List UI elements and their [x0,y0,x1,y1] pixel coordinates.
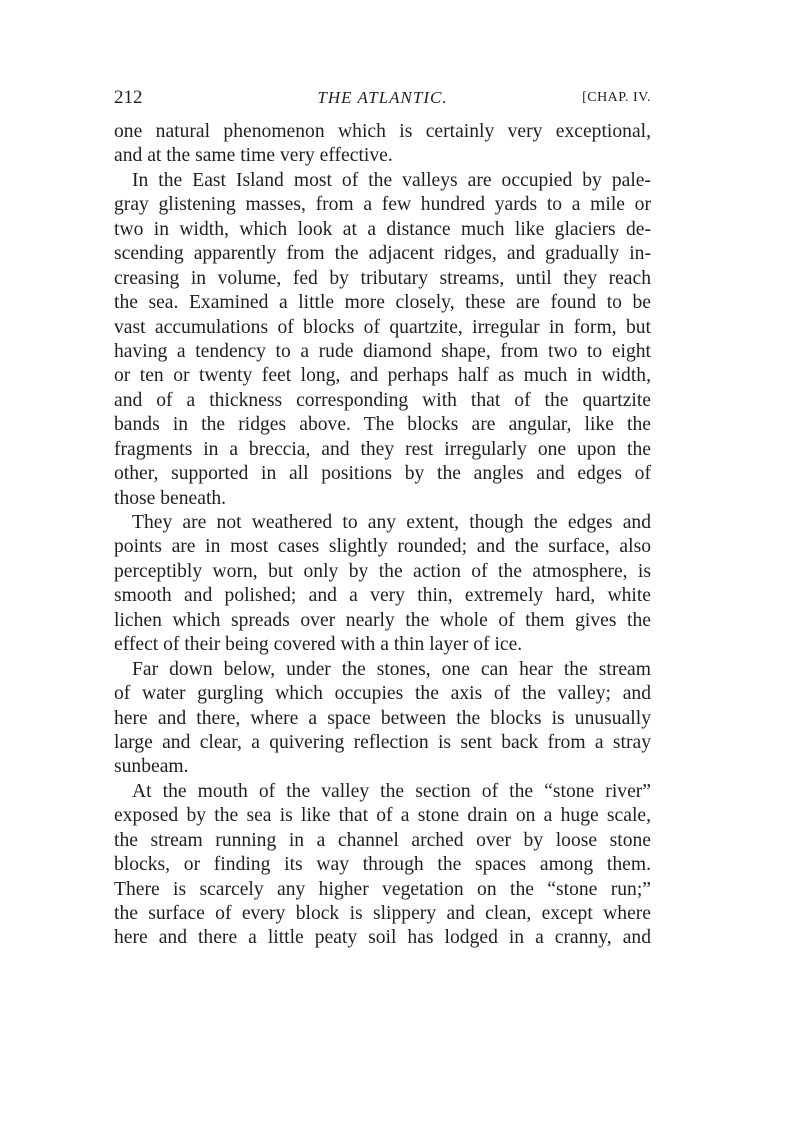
text-line: creasing in volume, fed by tributary streams, until they reach [114,267,651,289]
text-line: and of a thickness corresponding with that of the quartzite [114,389,651,411]
running-title: THE ATLANTIC. [317,88,448,107]
text-line: blocks, or finding its way through the spaces among them. [114,854,651,876]
text-line: here and there, where a space between the blocks is unusually [114,707,651,729]
text-line: large and clear, a quivering reflection is sent back from a stray [114,731,651,753]
paragraph [114,780,651,951]
text-line: the surface of every block is slippery and clean, except where [114,903,651,924]
text-line: vast accumulations of blocks of quartzite, irregular in form, but [114,316,651,338]
text-line: the stream running in a channel arched over by loose stone [114,829,651,851]
text-line: exposed by the sea is like that of a stone drain on a huge scale, [114,805,651,827]
text-line: lichen which spreads over nearly the whole of them gives the [114,609,651,631]
body-text [114,120,651,951]
text-line: sunbeam. [114,756,189,778]
text-line: At the mouth of the valley the section of the “stone river” [132,780,651,802]
text-line: smooth and polished; and a very thin, extremely hard, white [114,585,651,607]
text-line: In the East Island most of the valleys are occupied by pale- [132,169,651,191]
text-line: or ten or twenty feet long, and perhaps half as much in width, [114,365,651,387]
text-line: here and there a little peaty soil has lodged in a cranny, and [114,927,651,949]
paragraph [114,169,651,511]
chapter-reference: [CHAP. IV. [582,90,651,105]
paragraph [114,120,651,169]
text-line: and at the same time very effective. [114,145,393,167]
paragraph [114,511,651,658]
text-line: the sea. Examined a little more closely, these are found to be [114,292,651,314]
text-line: gray glistening masses, from a few hundred yards to a mile or [114,194,651,216]
text-line: They are not weathered to any extent, though the edges and [132,512,651,533]
text-line: effect of their being covered with a thin layer of ice. [114,634,523,656]
text-line: one natural phenomenon which is certainly very exceptional, [114,121,651,142]
text-line: scending apparently from the adjacent ridges, and gradually in- [114,243,651,265]
text-line: fragments in a breccia, and they rest irregularly one upon the [114,438,651,460]
page-number: 212 [114,87,143,108]
text-line: those beneath. [114,487,227,509]
text-line: bands in the ridges above. The blocks are angular, like the [114,414,651,436]
text-line: points are in most cases slightly rounded; and the surface, also [114,536,651,558]
text-line: There is scarcely any higher vegetation on the “stone run;” [114,878,651,900]
running-head [114,84,651,112]
text-line: two in width, which look at a distance much like glaciers de- [114,218,651,240]
text-line: Far down below, under the stones, one can hear the stream [132,658,651,680]
paragraph [114,658,651,780]
text-line: of water gurgling which occupies the axis of the valley; and [114,683,651,705]
text-line: perceptibly worn, but only by the action of the atmosphere, is [114,560,651,582]
text-line: having a tendency to a rude diamond shape, from two to eight [114,340,651,362]
text-line: other, supported in all positions by the angles and edges of [114,463,651,485]
